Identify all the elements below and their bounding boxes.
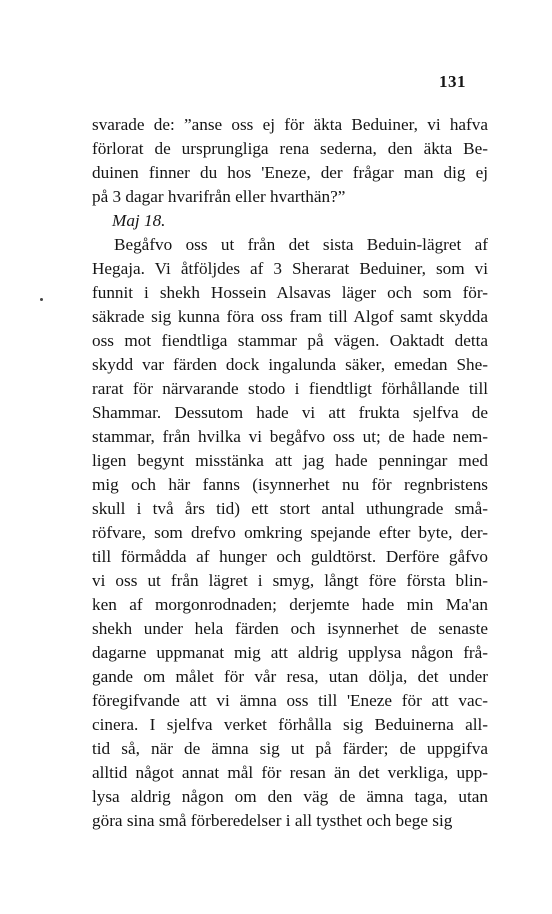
text-line: säkrade sig kunna föra oss fram till Algof samt skydda	[92, 307, 488, 326]
text-line: lysa aldrig någon om den väg de ämna taga, utan	[92, 787, 488, 806]
text-line: shekh under hela färden och isynnerhet de senaste	[92, 619, 488, 638]
text-line: till förmådda af hunger och guldtörst. Derföre gåfvo	[92, 547, 488, 566]
text-line: ken af morgonrodnaden; derjemte hade min Ma'an	[92, 595, 488, 614]
text-line: oss mot fiendtliga stammar på vägen. Oaktadt detta	[92, 331, 488, 350]
text-line: tid så, när de ämna sig ut på färder; de uppgifva	[92, 739, 488, 758]
text-line: på 3 dagar hvarifrån eller hvarthän?”	[92, 187, 346, 206]
text-line: skull i två års tid) ett stort antal uthungrade små-	[92, 499, 488, 518]
text-line: ligen begynt misstänka att jag hade penningar med	[92, 451, 488, 470]
text-line: duinen finner du hos 'Eneze, der frågar man dig ej	[92, 163, 488, 182]
text-line: Hegaja. Vi åtföljdes af 3 Sherarat Beduiner, som vi	[92, 259, 488, 278]
text-line: vi oss ut från lägret i smyg, långt före första blin-	[92, 571, 488, 590]
text-line: dagarne uppmanat mig att aldrig upplysa någon frå-	[92, 643, 488, 662]
text-line: cinera. I sjelfva verket förhålla sig Beduinerna all-	[92, 715, 488, 734]
margin-mark	[40, 298, 43, 301]
text-line: funnit i shekh Hossein Alsavas läger och som för-	[92, 283, 488, 302]
text-line: rarat för närvarande stodo i fiendtligt förhållande till	[92, 379, 488, 398]
text-line: skydd var färden dock ingalunda säker, emedan She-	[92, 355, 488, 374]
text-line: gande om målet för vår resa, utan dölja, det under	[92, 667, 488, 686]
date-heading: Maj 18.	[112, 211, 166, 230]
text-line: alltid något annat mål för resan än det verkliga, upp-	[92, 763, 488, 782]
page-number: 131	[439, 72, 466, 91]
text-line: Shammar. Dessutom hade vi att frukta sjelfva de	[92, 403, 488, 422]
text-line: svarade de: ”anse oss ej för äkta Beduiner, vi hafva	[92, 115, 488, 134]
text-line: Begåfvo oss ut från det sista Beduin-lägret af	[114, 235, 488, 254]
text-line: röfvare, som drefvo omkring spejande efter byte, der-	[92, 523, 488, 542]
text-line: mig och här fanns (isynnerhet nu för regnbristens	[92, 475, 488, 494]
text-line: stammar, från hvilka vi begåfvo oss ut; de hade nem-	[92, 427, 488, 446]
text-line: göra sina små förberedelser i all tysthet och bege sig	[92, 811, 453, 830]
text-line: föregifvande att vi ämna oss till 'Eneze för att vac-	[92, 691, 488, 710]
text-line: förlorat de ursprungliga rena sederna, den äkta Be-	[92, 139, 488, 158]
